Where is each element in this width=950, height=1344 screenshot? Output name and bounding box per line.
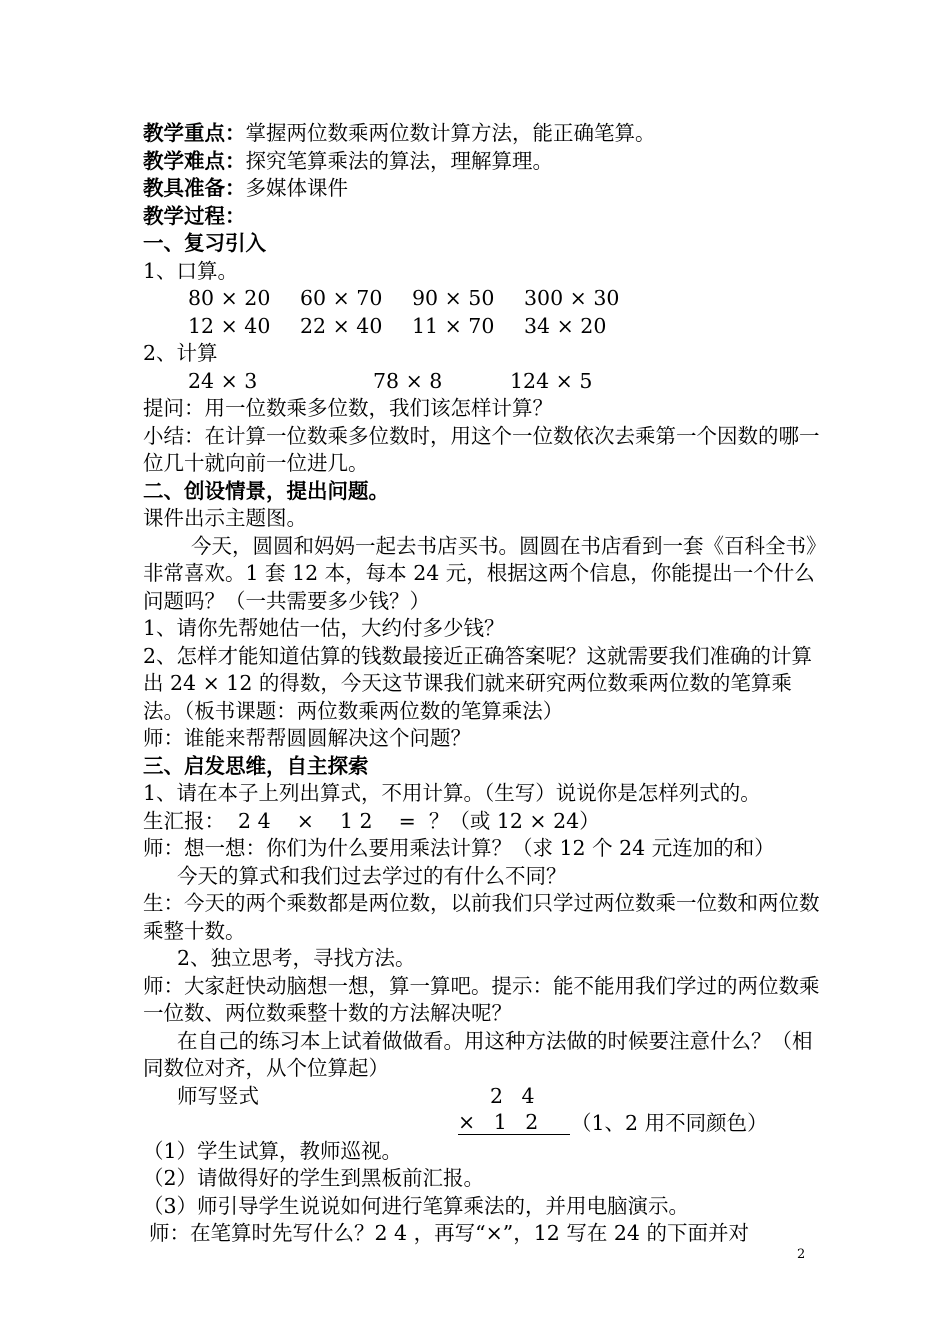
oral-calc-item: 300 × 30: [524, 286, 620, 310]
oral-calc-item: 34 × 20: [524, 313, 607, 338]
oral-calc-item: 12 × 40: [188, 313, 271, 338]
teacher-question-line: 师：谁能来帮帮圆圆解决这个问题？: [143, 726, 471, 750]
vertical-multiplier: × 1 2: [458, 1110, 570, 1135]
section-heading-2: 二、创设情景，提出问题。: [143, 478, 389, 503]
step-2-line: （2）请做得好的学生到黑板前汇报。: [143, 1166, 485, 1190]
oral-calc-item: 60 × 70: [300, 286, 383, 310]
calc-item: 24 × 3: [188, 368, 258, 393]
exact-calc-paragraph: 2、怎样才能知道估算的钱数最接近正确答案呢？这就需要我们准确的计算出 24 × 12 的得数，今天这节课我们就来研究两位数乘两位数的笔算乘法。（板书课题：两位数乘两位数的笔算乘法）: [143, 643, 813, 723]
hint-paragraph: 师：大家赶快动脑想一想，算一算吧。提示：能不能用我们学过的两位数乘一位数、两位数乘整十数的方法解决呢？: [143, 973, 820, 1025]
oral-calc-row-1: [143, 285, 823, 313]
oral-calc-row-2: [143, 313, 823, 341]
page-number: 2: [797, 1247, 806, 1262]
think-independently-line: 2、独立思考，寻找方法。: [177, 946, 416, 970]
focus-label: 教学重点：: [143, 121, 246, 145]
vertical-form-top: [143, 1083, 823, 1111]
courseware-line: 课件出示主题图。: [143, 506, 307, 530]
student-answer-paragraph: 生：今天的两个乘数都是两位数，以前我们只学过两位数乘一位数和两位数乘整十数。: [143, 891, 820, 943]
summary-paragraph: 小结：在计算一位数乘多位数时，用这个一位数依次去乘第一个因数的哪一位几十就向前一位进几。: [143, 423, 820, 475]
story-paragraph: 今天，圆圆和妈妈一起去书店买书。圆圆在书店看到一套《百科全书》非常喜欢。1 套 12 本，每本 24 元，根据这两个信息，你能提出一个什么问题吗？（一共需要多少钱？）: [143, 533, 817, 613]
step-3-line: （3）师引导学生说说如何进行笔算乘法的，并用电脑演示。: [143, 1193, 690, 1218]
process-heading: 教学过程：: [143, 203, 246, 228]
calc-title: 2、计算: [143, 341, 218, 365]
color-note: （1、2 用不同颜色）: [571, 1111, 768, 1135]
oral-calc-item: 22 × 40: [300, 313, 383, 338]
section-heading-3: 三、启发思维，自主探索: [143, 753, 369, 778]
difficulty-text: 探究笔算乘法的算法，理解算理。: [245, 148, 553, 173]
oral-calc-item: 90 × 50: [412, 286, 495, 310]
think-line: 师：想一想：你们为什么要用乘法计算？（求 12 个 24 元连加的和）: [143, 836, 775, 860]
lesson-plan-body: [143, 120, 823, 1248]
calc-row: [143, 368, 823, 396]
practice-paragraph: 在自己的练习本上试着做做看。用这种方法做的时候要注意什么？（相同数位对齐，从个位算起）: [143, 1028, 813, 1080]
estimate-line: 1、请你先帮她估一估，大约付多少钱？: [143, 616, 505, 640]
question-line: 提问：用一位数乘多位数，我们该怎样计算？: [143, 396, 553, 420]
oral-calc-item: 11 × 70: [412, 313, 495, 338]
materials-line: [143, 175, 823, 203]
vertical-form-label: 师写竖式: [177, 1083, 259, 1108]
write-expression-line: 1、请在本子上列出算式，不用计算。（生写）说说你是怎样列式的。: [143, 781, 761, 805]
oral-calc-item: 80 × 20: [188, 286, 271, 310]
vertical-multiplicand: 2 4: [490, 1083, 541, 1108]
calc-item: 78 × 8: [373, 368, 443, 393]
vertical-form-bottom: [143, 1110, 823, 1138]
calc-item: 124 × 5: [510, 368, 593, 393]
step-1-line: （1）学生试算，教师巡视。: [143, 1138, 403, 1163]
focus-line: [143, 120, 823, 148]
materials-text: 多媒体课件: [245, 176, 348, 200]
oral-calc-title: 1、口算。: [143, 258, 239, 283]
section-heading-1: 一、复习引入: [143, 231, 266, 255]
difference-line: 今天的算式和我们过去学过的有什么不同？: [177, 863, 567, 888]
focus-text: 掌握两位数乘两位数计算方法，能正确笔算。: [245, 121, 656, 145]
materials-label: 教具准备：: [143, 176, 246, 200]
difficulty-line: [143, 148, 823, 176]
teacher-step-line: 师：在笔算时先写什么？2 4 ，再写“×”，12 写在 24 的下面并对: [149, 1221, 749, 1245]
difficulty-label: 教学难点：: [143, 148, 246, 173]
student-report-line: 生汇报： 2 4 × 1 2 = ？（或 12 × 24）: [143, 808, 600, 833]
